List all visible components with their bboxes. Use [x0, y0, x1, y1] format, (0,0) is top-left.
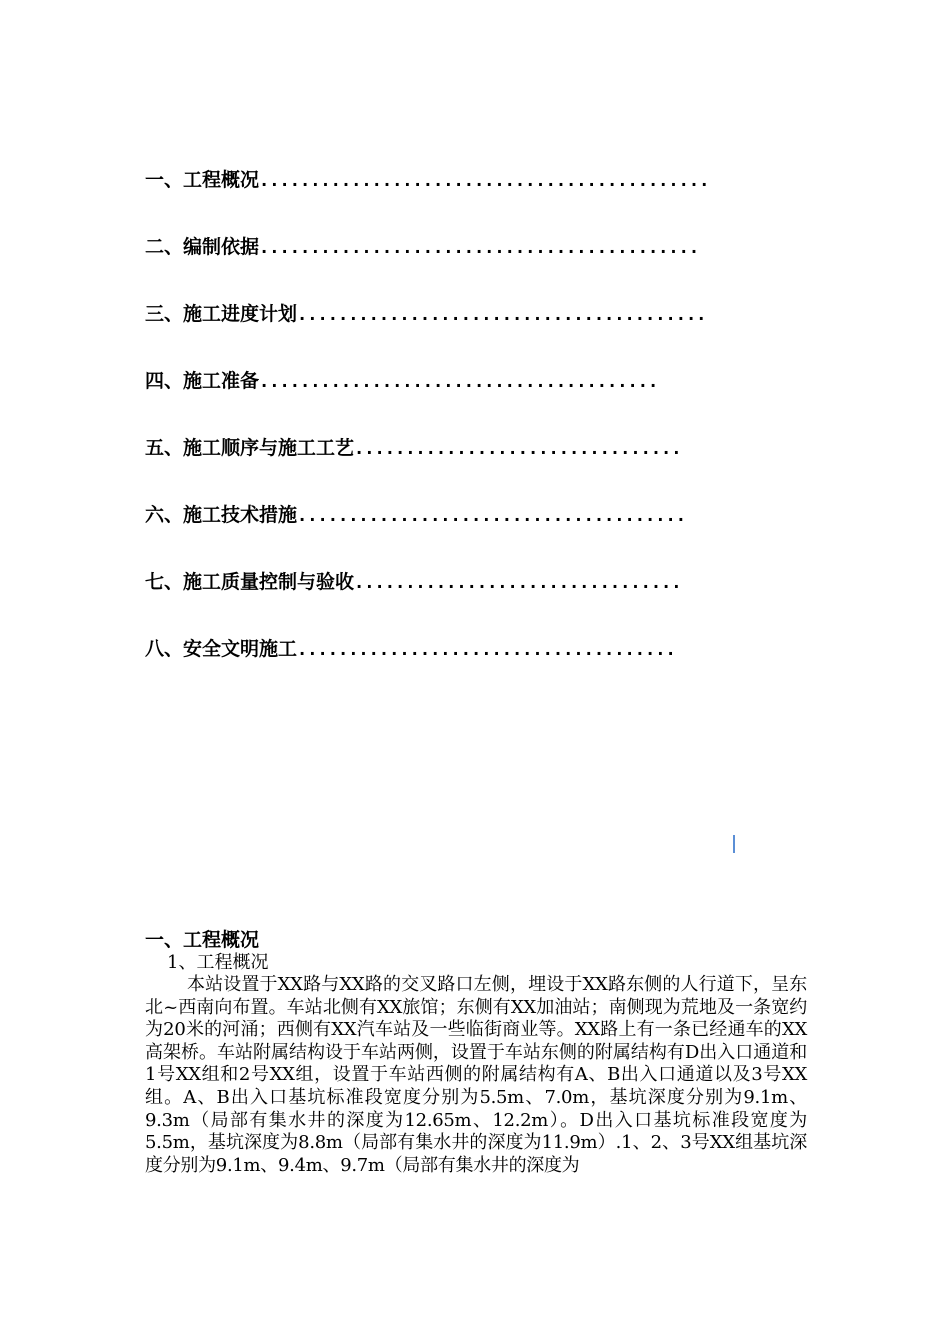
toc-dot-leader: ................................ [354, 573, 682, 593]
toc-item-label: 一、工程概况 [145, 169, 260, 191]
section-overview [145, 928, 807, 1177]
toc-item-label: 三、施工进度计划 [145, 303, 298, 325]
toc-dot-leader: ................................ [354, 439, 682, 459]
toc-item-label: 二、编制依据 [145, 236, 260, 258]
toc-dot-leader: ........................................... [259, 238, 700, 258]
toc-item-5[interactable] [145, 434, 845, 501]
toc-item-3[interactable] [145, 300, 845, 367]
toc-item-label: 四、施工准备 [145, 370, 260, 392]
toc-dot-leader: ...................................... [297, 506, 686, 526]
toc-item-label: 七、施工质量控制与验收 [145, 571, 355, 593]
toc-dot-leader: ........................................ [297, 305, 707, 325]
toc-item-4[interactable] [145, 367, 845, 434]
toc-dot-leader: ............................................ [259, 171, 710, 191]
toc-item-label: 八、安全文明施工 [145, 638, 298, 660]
toc-item-6[interactable] [145, 501, 845, 568]
toc-item-8[interactable] [145, 635, 845, 702]
table-of-contents [145, 166, 845, 702]
toc-dot-leader: ..................................... [297, 640, 676, 660]
text-cursor [733, 835, 735, 853]
toc-dot-leader: ....................................... [259, 372, 659, 392]
toc-item-2[interactable] [145, 233, 845, 300]
section-heading: 一、工程概况 [145, 929, 260, 951]
sub-heading: 1、工程概况 [167, 952, 269, 973]
body-paragraph: 本站设置于XX路与XX路的交叉路口左侧，埋设于XX路东侧的人行道下，呈东北~西南向布置。车站北侧有XX旅馆；东侧有XX加油站；南侧现为荒地及一条宽约为20米的河涌；西侧有XX汽车站及一些临街商业等。XX路上有一条已经通车的XX高架桥。车站附属结构设于车站两侧，设置于车站东侧的附属结构有D出入口通道和1号XX组和2号XX组，设置于车站西侧的附属结构有A、B出入口通道以及3号XX组。A、B出入口基坑标准段宽度分别为5.5m、7.0m，基坑深度分别为9.1m、9.3m（局部有集水井的深度为12.65m、12.2m）。D出入口基坑标准段宽度为5.5m，基坑深度为8.8m（局部有集水井的深度为11.9m）.1、2、3号XX组基坑深度分别为9.1m、9.4m、9.7m（局部有集水井的深度为 [145, 974, 807, 1176]
toc-item-label: 六、施工技术措施 [145, 504, 298, 526]
toc-item-label: 五、施工顺序与施工工艺 [145, 437, 355, 459]
toc-item-7[interactable] [145, 568, 845, 635]
toc-item-1[interactable] [145, 166, 845, 233]
